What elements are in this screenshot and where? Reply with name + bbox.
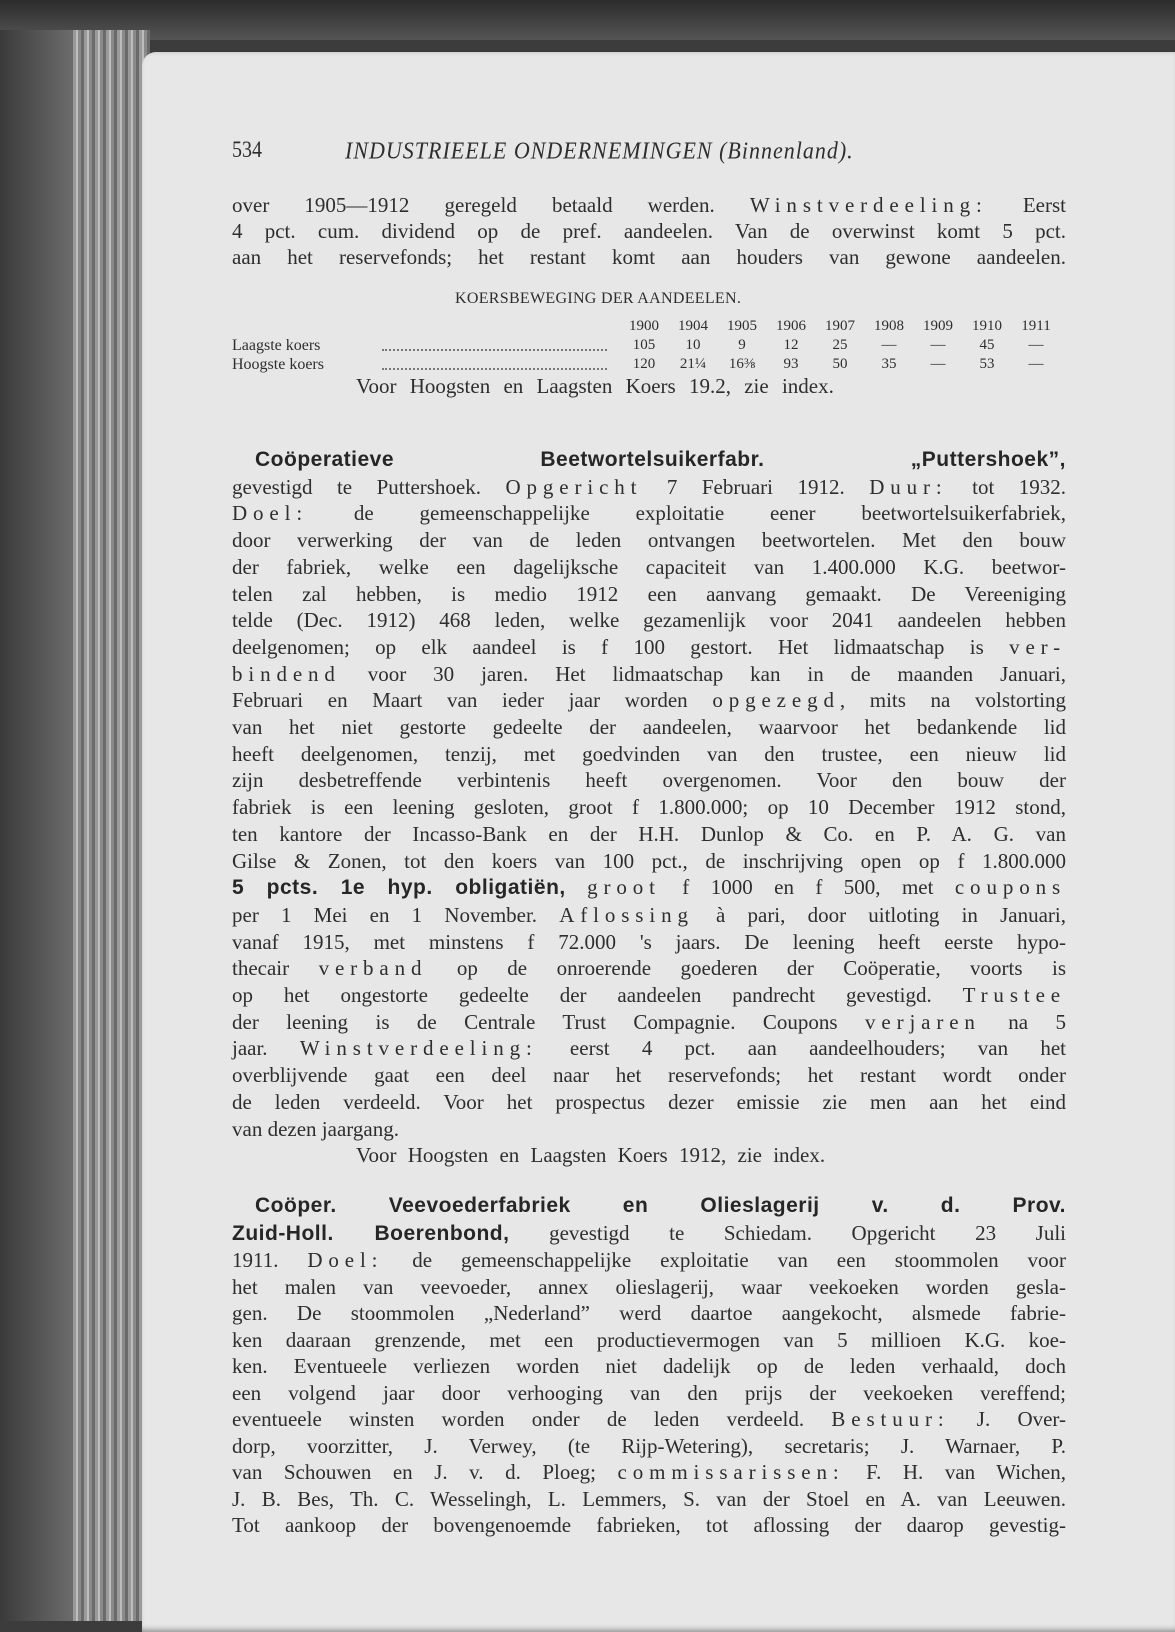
spaced-keyword: verband [318, 956, 428, 981]
text-line [232, 714, 1066, 741]
text-segment: door verwerking der van de leden ontvangen beetwortelen. Met den bouw [232, 528, 1066, 553]
spaced-keyword: bindend [232, 661, 341, 686]
table-cell: 16⅜ [728, 356, 756, 372]
text-line [232, 607, 1066, 634]
spaced-keyword: ver- [1009, 634, 1066, 659]
text-line [232, 192, 1066, 218]
text-line [232, 902, 1066, 929]
entry-heading: Zuid-Holl. Boerenbond, [232, 1221, 510, 1245]
text-line [232, 741, 1066, 768]
spaced-keyword: Winstverdeeling: [749, 193, 988, 217]
text-segment: zijn desbetreffende verbintenis heeft overgenomen. Voor den bouw der [232, 768, 1066, 793]
text-segment: Gilse & Zonen, tot den koers van 100 pct., de inschrijving open op f 1.800.000 [232, 848, 1066, 873]
year-header: 1900 [629, 318, 659, 334]
text-line [232, 244, 1066, 270]
text-line [232, 767, 1066, 794]
text-segment: eerst 4 pct. aan aandeelhouders; van het [537, 1036, 1066, 1061]
scan-top-shadow [0, 0, 1175, 40]
text-segment: dorp, voorzitter, J. Verwey, (te Rijp-Wetering), secretaris; J. Warnaer, P. [232, 1433, 1066, 1458]
table-cell: — [930, 356, 946, 372]
year-header: 1910 [972, 318, 1002, 334]
text-line [232, 1247, 1066, 1274]
text-line [232, 1300, 1066, 1327]
text-segment: 7 Februari 1912. [642, 474, 870, 499]
text-segment: tot 1932. [947, 474, 1067, 499]
spaced-keyword: Doel: [307, 1248, 384, 1272]
table-cell: 105 [632, 337, 656, 353]
text-line [232, 500, 1066, 527]
text-segment: een volgend jaar door verhooging van den prijs der veekoeken vereffend; [232, 1380, 1066, 1405]
text-segment: telen zal hebben, is medio 1912 een aanvang gemaakt. De Vereeniging [232, 581, 1066, 606]
text-segment: jaar. [232, 1036, 300, 1061]
text-segment: vanaf 1915, met minstens f 72.000 's jaars. De leening heeft eerste hypo- [232, 929, 1066, 954]
spaced-keyword: groot [587, 875, 661, 900]
entry-heading: Coöper. Veevoederfabriek en Olieslagerij v. d. Prov. [255, 1194, 1066, 1217]
text-segment: eventueele winsten worden onder de leden verdeeld. [232, 1407, 832, 1431]
text-line [232, 554, 1066, 581]
table-cell: — [1028, 337, 1044, 353]
text-line [232, 1433, 1066, 1460]
text-segment: de gemeenschappelijke exploitatie eener beetwortelsuikerfabriek, [308, 501, 1066, 526]
leader-dots [382, 337, 607, 351]
row-label: Laagste koers [232, 337, 321, 354]
year-header: 1904 [678, 318, 708, 334]
entry-heading: 5 pcts. 1e hyp. obligatiën, [232, 876, 566, 900]
text-segment: F. H. van Wichen, [844, 1460, 1066, 1484]
spaced-keyword: Trustee [962, 983, 1066, 1008]
text-line [232, 661, 1066, 688]
text-line [232, 874, 1066, 902]
text-segment: de gemeenschappelijke exploitatie van een stoommolen voor [383, 1248, 1066, 1272]
text-line [232, 1009, 1066, 1036]
text-segment: na 5 [980, 1009, 1066, 1034]
text-segment: op de onroerende goederen der Coöperatie, voorts is [427, 956, 1066, 981]
spaced-keyword: Winstverdeeling: [299, 1036, 538, 1061]
text-segment: , mits na volstorting [839, 688, 1067, 713]
text-segment: J. Over- [949, 1407, 1066, 1431]
text-segment: op het ongestorte gedeelte der aandeelen pandrecht gevestigd. [232, 983, 963, 1008]
text-segment: gevestigd te Schiedam. Opgericht 23 Juli [509, 1220, 1067, 1245]
text-segment [566, 875, 587, 899]
text-line [232, 929, 1066, 956]
text-line [232, 218, 1066, 244]
text-segment: Voor Hoogsten en Laagsten Koers 1912, zie index. [356, 1143, 826, 1168]
text-line [232, 1486, 1066, 1513]
text-line [232, 1353, 1066, 1380]
spaced-keyword: Opgericht [505, 474, 643, 499]
text-segment: van het niet gestorte gedeelte der aandeelen, waarvoor het bedankende lid [232, 715, 1066, 740]
text-line [232, 1459, 1066, 1486]
text-segment: ten kantore der Incasso-Bank en der H.H. Dunlop & Co. en P. A. G. van [232, 821, 1066, 846]
text-segment: gevestigd te Puttershoek. [232, 474, 506, 499]
text-segment: fabriek is een leening gesloten, groot f 1.800.000; op 10 December 1912 stond, [232, 795, 1066, 820]
table-cell: 12 [783, 337, 799, 353]
year-header: 1906 [776, 318, 806, 334]
entry-veevoederfabriek [232, 1192, 1066, 1539]
spaced-keyword: opgezegd [712, 688, 840, 713]
text-segment: 4 pct. cum. dividend op de pref. aandeelen. Van de overwinst komt 5 pct. [232, 219, 1066, 243]
entry-heading: Coöperatieve Beetwortelsuikerfabr. „Puttershoek”, [255, 448, 1066, 471]
text-segment: thecair [232, 956, 319, 981]
leader-dots [382, 356, 607, 370]
text-line [232, 634, 1066, 661]
text-line [232, 982, 1066, 1009]
table-cell: — [930, 337, 946, 353]
text-segment: gen. De stoommolen „Nederland” werd daartoe aangekocht, alsmede fabrie- [232, 1301, 1066, 1325]
text-segment: der leening is de Centrale Trust Compagnie. Coupons [232, 1009, 865, 1034]
spaced-keyword: Doel: [232, 501, 309, 526]
text-segment: aan het reservefonds; het restant komt aan houders van gewone aandeelen. [232, 245, 1066, 269]
spaced-keyword: Duur: [869, 474, 948, 499]
text-segment: voor 30 jaren. Het lidmaatschap kan in de maanden Januari, [340, 661, 1066, 686]
text-line [232, 527, 1066, 554]
running-header: INDUSTRIEELE ONDERNEMINGEN (Binnenland). [345, 136, 854, 165]
text-line [232, 581, 1066, 608]
table-title: KOERSBEWEGING DER AANDEELEN. [455, 290, 742, 307]
book-spine-shadow [0, 30, 70, 1621]
text-segment: Tot aankoop der bovengenoemde fabrieken, tot aflossing der daarop gevestig- [232, 1513, 1066, 1537]
table-cell: — [881, 337, 897, 353]
table-cell: 50 [832, 356, 848, 372]
text-line [232, 1062, 1066, 1089]
text-segment: van dezen jaargang. [232, 1116, 399, 1141]
text-segment: Februari en Maart van ieder jaar worden [232, 688, 713, 713]
table-cell: 45 [979, 337, 995, 353]
entry-puttershoek [232, 446, 1066, 1169]
text-line [232, 687, 1066, 714]
table-cell: 25 [832, 337, 848, 353]
paragraph-continued [232, 192, 1066, 270]
table-cell: 120 [632, 356, 656, 372]
text-line [232, 794, 1066, 821]
text-line [232, 474, 1066, 501]
text-segment: overblijvende gaat een deel naar het reservefonds; het restant wordt onder [232, 1063, 1066, 1088]
text-line [232, 821, 1066, 848]
table-cell: 93 [783, 356, 799, 372]
text-line [232, 955, 1066, 982]
text-line [232, 848, 1066, 875]
text-segment: telde (Dec. 1912) 468 leden, welke gezamenlijk voor 2041 aandeelen hebben [232, 608, 1066, 633]
table-cell: 21¼ [679, 356, 707, 372]
text-segment: J. B. Bes, Th. C. Wesselingh, L. Lemmers, S. van der Stoel en A. van Leeuwen. [232, 1486, 1066, 1511]
spaced-keyword: Bestuur: [831, 1407, 950, 1431]
table-note: Voor Hoogsten en Laagsten Koers 19.2, zie index. [356, 374, 834, 398]
text-line [232, 446, 1066, 474]
table-cell: 53 [979, 356, 995, 372]
text-segment: per 1 Mei en 1 November. [232, 902, 560, 927]
spaced-keyword: coupons [954, 875, 1067, 900]
text-segment: deelgenomen; op elk aandeel is f 100 gestort. Het lidmaatschap is [232, 634, 1010, 659]
text-segment: van Schouwen en J. v. d. Ploeg; [232, 1460, 618, 1484]
text-line [232, 1220, 1066, 1248]
text-segment: over 1905—1912 geregeld betaald werden. [232, 193, 750, 217]
text-segment: à pari, door uitloting in Januari, [693, 902, 1066, 927]
text-segment: 1911. [232, 1248, 308, 1272]
page-number: 534 [232, 137, 262, 163]
text-segment: ken daaraan grenzende, met een productievermogen van 5 millioen K.G. koe- [232, 1327, 1066, 1352]
book-page-edges [70, 30, 150, 1621]
text-segment: de leden verdeeld. Voor het prospectus dezer emissie zie men aan het eind [232, 1089, 1066, 1114]
year-header: 1908 [874, 318, 904, 334]
text-line [232, 1192, 1066, 1220]
text-line [232, 1406, 1066, 1433]
spaced-keyword: verjaren [864, 1009, 981, 1034]
text-line [232, 1116, 1066, 1143]
row-label: Hoogste koers [232, 356, 324, 373]
text-line [232, 1274, 1066, 1301]
year-header: 1911 [1021, 318, 1051, 334]
text-line [232, 1089, 1066, 1116]
table-cell: 10 [685, 337, 701, 353]
year-header: 1905 [727, 318, 757, 334]
spaced-keyword: Aflossing [559, 902, 694, 927]
text-line [232, 1327, 1066, 1354]
table-cell: 9 [738, 337, 746, 353]
spaced-keyword: commissarissen: [617, 1460, 845, 1484]
text-segment: het malen van veevoeder, annex olieslagerij, waar veekoeken worden gesla- [232, 1274, 1066, 1299]
year-header: 1909 [923, 318, 953, 334]
text-segment: heeft deelgenomen, tenzij, met goedvinden van den trustee, een nieuw lid [232, 741, 1066, 766]
text-segment: der fabriek, welke een dagelijksche capaciteit van 1.400.000 K.G. beetwor- [232, 554, 1066, 579]
text-segment: f 1000 en f 500, met [660, 875, 955, 900]
text-segment: Eerst [987, 193, 1066, 217]
text-line [232, 1035, 1066, 1062]
text-segment: ken. Eventueele verliezen worden niet dadelijk op de leden verhaald, doch [232, 1354, 1066, 1378]
text-line [232, 1380, 1066, 1407]
table-cell: — [1028, 356, 1044, 372]
text-line [232, 1142, 1066, 1169]
table-cell: 35 [881, 356, 897, 372]
year-header: 1907 [825, 318, 855, 334]
text-line [232, 1512, 1066, 1539]
